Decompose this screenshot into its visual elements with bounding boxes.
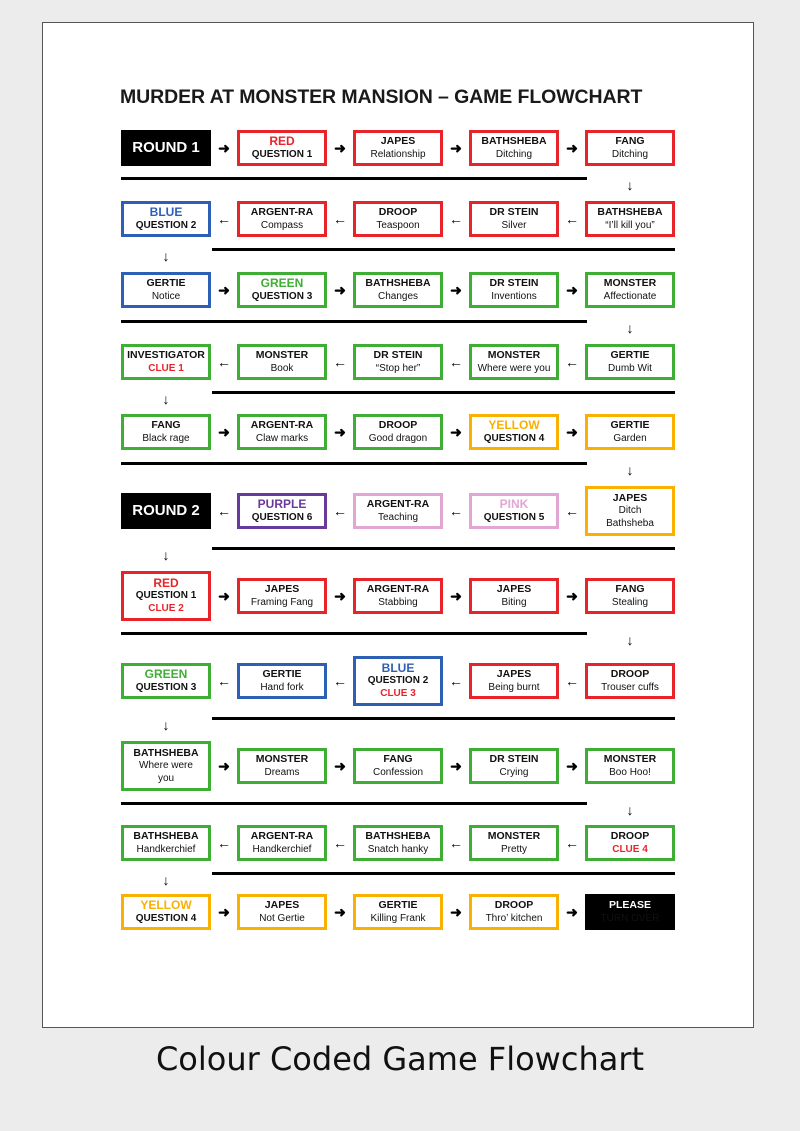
arrow-right-icon: ➜ [218, 758, 230, 774]
row-separator-line [212, 717, 675, 720]
row-separator-line [212, 391, 675, 394]
flow-node [585, 825, 675, 861]
node-title: MONSTER [603, 277, 657, 289]
arrow-left-icon: ← [565, 503, 579, 519]
arrow-right-icon: ➜ [218, 588, 230, 604]
arrow-down-icon: ↓ [162, 248, 170, 265]
flow-node [469, 130, 559, 166]
node-detail: Teaspoon [376, 220, 420, 231]
node-title: BATHSHEBA [597, 206, 663, 218]
flow-node [585, 272, 675, 308]
node-title: INVESTIGATOR [127, 349, 205, 361]
node-detail: Stealing [611, 597, 649, 608]
node-detail: Killing Frank [370, 913, 426, 924]
arrow-right-icon: ➜ [334, 904, 346, 920]
row-separator-line [212, 872, 675, 875]
row-separator-line [121, 462, 587, 465]
arrow-left-icon: ← [217, 503, 231, 519]
flowchart-title: MURDER AT MONSTER MANSION – GAME FLOWCHART [120, 86, 643, 108]
arrow-right-icon: ➜ [566, 282, 578, 298]
row-separator-line [121, 320, 587, 323]
node-detail: Framing Fang [250, 597, 314, 608]
flow-node [585, 344, 675, 380]
node-title: DR STEIN [489, 753, 539, 765]
arrow-right-icon: ➜ [566, 588, 578, 604]
node-detail: Notice [151, 291, 181, 302]
node-detail: Where were [139, 760, 193, 771]
node-title: MONSTER [487, 830, 541, 842]
flow-node [353, 894, 443, 930]
node-detail: Good dragon [368, 433, 428, 444]
flow-node [237, 414, 327, 450]
arrow-right-icon: ➜ [450, 758, 462, 774]
arrow-left-icon: ← [333, 503, 347, 519]
arrow-down-icon: ↓ [626, 461, 634, 478]
node-detail: Boo Hoo! [609, 767, 651, 778]
flow-node [121, 493, 211, 529]
node-title: DROOP [494, 899, 534, 911]
node-detail: QUESTION 2 [135, 220, 197, 231]
node-title: BLUE [149, 205, 183, 219]
flow-node [237, 344, 327, 380]
node-detail: Garden [613, 433, 647, 444]
node-detail: Relationship [370, 149, 426, 160]
node-title: ROUND 1 [132, 139, 200, 156]
flow-node [237, 578, 327, 614]
arrow-down-icon: ↓ [162, 717, 170, 734]
node-detail: CLUE 4 [612, 844, 648, 855]
node-detail: “I’ll kill you” [605, 220, 655, 231]
node-title: ROUND 2 [132, 502, 200, 519]
node-detail: CLUE 3 [380, 688, 416, 699]
arrow-left-icon: ← [449, 211, 463, 227]
node-title: ARGENT-RA [250, 206, 314, 218]
node-detail: Ditching [495, 149, 533, 160]
arrow-right-icon: ➜ [450, 588, 462, 604]
flow-node [469, 493, 559, 529]
node-title: PINK [499, 497, 529, 511]
arrow-left-icon: ← [565, 835, 579, 851]
arrow-right-icon: ➜ [566, 758, 578, 774]
node-title: JAPES [264, 899, 300, 911]
node-detail: QUESTION 6 [251, 512, 313, 523]
node-detail: Trouser cuffs [601, 682, 659, 693]
arrow-right-icon: ➜ [566, 424, 578, 440]
flow-node [469, 894, 559, 930]
arrow-right-icon: ➜ [450, 424, 462, 440]
node-detail: QUESTION 5 [483, 512, 545, 523]
flow-node [121, 272, 211, 308]
node-title: FANG [615, 135, 645, 147]
node-detail: QUESTION 3 [135, 682, 197, 693]
arrow-right-icon: ➜ [450, 904, 462, 920]
node-title: DR STEIN [489, 277, 539, 289]
flow-node [121, 571, 211, 621]
flow-node [121, 130, 211, 166]
arrow-right-icon: ➜ [450, 140, 462, 156]
flow-node [237, 825, 327, 861]
flow-node [353, 748, 443, 784]
flow-node [121, 741, 211, 791]
arrow-right-icon: ➜ [334, 424, 346, 440]
flow-node [353, 656, 443, 706]
flow-node [121, 414, 211, 450]
node-title: BLUE [381, 661, 415, 675]
node-detail: Teaching [377, 512, 419, 523]
arrow-down-icon: ↓ [626, 801, 634, 818]
node-detail: Dumb Wit [608, 363, 652, 374]
node-title: YELLOW [140, 898, 192, 912]
row-separator-line [212, 547, 675, 550]
node-title: GERTIE [262, 668, 302, 680]
flow-node [469, 663, 559, 699]
node-detail: Stabbing [378, 597, 418, 608]
node-detail: Thro’ kitchen [485, 913, 543, 924]
flow-node [237, 894, 327, 930]
node-title: RED [153, 576, 179, 590]
node-title: MONSTER [255, 349, 309, 361]
arrow-left-icon: ← [333, 354, 347, 370]
flow-node [585, 486, 675, 536]
arrow-left-icon: ← [217, 673, 231, 689]
flow-node [585, 894, 675, 930]
node-title: DR STEIN [373, 349, 423, 361]
node-title: YELLOW [488, 418, 540, 432]
flow-node [585, 748, 675, 784]
node-title: MONSTER [603, 753, 657, 765]
node-title: GREEN [144, 667, 188, 681]
node-detail: QUESTION 1 [251, 149, 313, 160]
arrow-left-icon: ← [565, 354, 579, 370]
node-title: JAPES [380, 135, 416, 147]
arrow-left-icon: ← [217, 211, 231, 227]
row-separator-line [121, 802, 587, 805]
arrow-left-icon: ← [565, 673, 579, 689]
node-detail: QUESTION 4 [135, 913, 197, 924]
node-title: GREEN [260, 276, 304, 290]
node-detail: Biting [501, 597, 527, 608]
flow-node [121, 344, 211, 380]
arrow-down-icon: ↓ [626, 177, 634, 194]
flow-node [353, 272, 443, 308]
flow-node [237, 748, 327, 784]
flow-node [237, 130, 327, 166]
flow-node [353, 201, 443, 237]
arrow-left-icon: ← [449, 835, 463, 851]
node-detail: Ditch [618, 505, 642, 516]
flow-node [469, 825, 559, 861]
node-title: MONSTER [255, 753, 309, 765]
node-title: FANG [383, 753, 413, 765]
node-detail: Snatch hanky [367, 844, 429, 855]
node-detail: Compass [260, 220, 304, 231]
flow-node [121, 825, 211, 861]
node-detail: Hand fork [260, 682, 304, 693]
node-title: DR STEIN [489, 206, 539, 218]
arrow-down-icon: ↓ [162, 547, 170, 564]
node-detail: Handkerchief [252, 844, 312, 855]
arrow-right-icon: ➜ [218, 904, 230, 920]
flow-node [353, 578, 443, 614]
node-detail: CLUE 2 [148, 603, 184, 614]
row-separator-line [121, 632, 587, 635]
arrow-left-icon: ← [217, 835, 231, 851]
node-title: DROOP [610, 830, 650, 842]
node-detail: “Stop her” [375, 363, 421, 374]
flow-node [121, 663, 211, 699]
node-title: GERTIE [378, 899, 418, 911]
arrow-right-icon: ➜ [334, 588, 346, 604]
node-title: DROOP [378, 206, 418, 218]
arrow-down-icon: ↓ [626, 319, 634, 336]
flow-node [353, 825, 443, 861]
node-detail: you [157, 773, 175, 784]
node-detail: Bathsheba [606, 518, 654, 529]
flow-node [237, 201, 327, 237]
node-title: ARGENT-RA [366, 583, 430, 595]
node-title: ARGENT-RA [250, 419, 314, 431]
arrow-left-icon: ← [217, 354, 231, 370]
node-detail: Black rage [142, 433, 190, 444]
arrow-left-icon: ← [333, 211, 347, 227]
arrow-left-icon: ← [333, 835, 347, 851]
node-title: BATHSHEBA [365, 277, 431, 289]
arrow-right-icon: ➜ [566, 904, 578, 920]
node-detail: Inventions [491, 291, 537, 302]
node-detail: Not Gertie [259, 913, 305, 924]
node-title: MONSTER [487, 349, 541, 361]
node-title: GERTIE [610, 349, 650, 361]
node-detail: Claw marks [255, 433, 309, 444]
node-title: FANG [615, 583, 645, 595]
node-detail: Book [270, 363, 294, 374]
arrow-down-icon: ↓ [162, 871, 170, 888]
arrow-left-icon: ← [449, 673, 463, 689]
node-detail: Pretty [500, 844, 528, 855]
node-detail: Crying [499, 767, 529, 778]
flow-node [469, 272, 559, 308]
flow-node [585, 578, 675, 614]
node-detail: QUESTION 3 [251, 291, 313, 302]
node-title: RED [269, 134, 295, 148]
node-detail: Changes [377, 291, 419, 302]
arrow-down-icon: ↓ [626, 632, 634, 649]
flow-node [469, 344, 559, 380]
node-title: ARGENT-RA [250, 830, 314, 842]
arrow-left-icon: ← [449, 503, 463, 519]
flow-node [585, 130, 675, 166]
node-title: JAPES [496, 668, 532, 680]
arrow-right-icon: ➜ [450, 282, 462, 298]
arrow-left-icon: ← [449, 354, 463, 370]
node-title: GERTIE [146, 277, 186, 289]
flow-node [469, 748, 559, 784]
arrow-right-icon: ➜ [566, 140, 578, 156]
node-title: BATHSHEBA [365, 830, 431, 842]
arrow-right-icon: ➜ [218, 424, 230, 440]
flow-node [469, 414, 559, 450]
node-title: JAPES [264, 583, 300, 595]
flow-node [237, 663, 327, 699]
flow-node [585, 663, 675, 699]
arrow-left-icon: ← [333, 673, 347, 689]
node-title: DROOP [378, 419, 418, 431]
arrow-right-icon: ➜ [334, 282, 346, 298]
row-separator-line [212, 248, 675, 251]
arrow-right-icon: ➜ [218, 140, 230, 156]
arrow-right-icon: ➜ [218, 282, 230, 298]
flow-node [469, 201, 559, 237]
page-caption: Colour Coded Game Flowchart [155, 1040, 645, 1078]
node-detail: Affectionate [603, 291, 657, 302]
node-detail: QUESTION 2 [367, 675, 429, 686]
flow-node [353, 493, 443, 529]
node-title: BATHSHEBA [481, 135, 547, 147]
flow-node [237, 493, 327, 529]
node-title: FANG [151, 419, 181, 431]
arrow-right-icon: ➜ [334, 758, 346, 774]
flow-node [585, 414, 675, 450]
node-detail: Dreams [264, 767, 300, 778]
node-title: PURPLE [257, 497, 307, 511]
flow-node [353, 344, 443, 380]
node-detail: Handkerchief [136, 844, 196, 855]
flow-node [237, 272, 327, 308]
flow-node [121, 894, 211, 930]
node-title: GERTIE [610, 419, 650, 431]
flow-node [121, 201, 211, 237]
arrow-left-icon: ← [565, 211, 579, 227]
node-detail: QUESTION 1 [135, 590, 197, 601]
flow-node [353, 130, 443, 166]
node-title: PLEASE [608, 899, 651, 911]
row-separator-line [121, 177, 587, 180]
node-detail: Ditching [611, 149, 649, 160]
node-detail: Where were you [477, 363, 551, 374]
node-detail: TURN OVER [600, 913, 660, 924]
arrow-down-icon: ↓ [162, 390, 170, 407]
flow-node [353, 414, 443, 450]
flow-node [585, 201, 675, 237]
node-title: BATHSHEBA [133, 747, 199, 759]
node-detail: QUESTION 4 [483, 433, 545, 444]
node-detail: Silver [501, 220, 527, 231]
node-detail: CLUE 1 [148, 363, 184, 374]
flow-node [469, 578, 559, 614]
node-title: JAPES [612, 492, 648, 504]
node-title: DROOP [610, 668, 650, 680]
arrow-right-icon: ➜ [334, 140, 346, 156]
node-title: BATHSHEBA [133, 830, 199, 842]
node-detail: Confession [372, 767, 424, 778]
node-title: ARGENT-RA [366, 498, 430, 510]
node-title: JAPES [496, 583, 532, 595]
node-detail: Being burnt [488, 682, 540, 693]
